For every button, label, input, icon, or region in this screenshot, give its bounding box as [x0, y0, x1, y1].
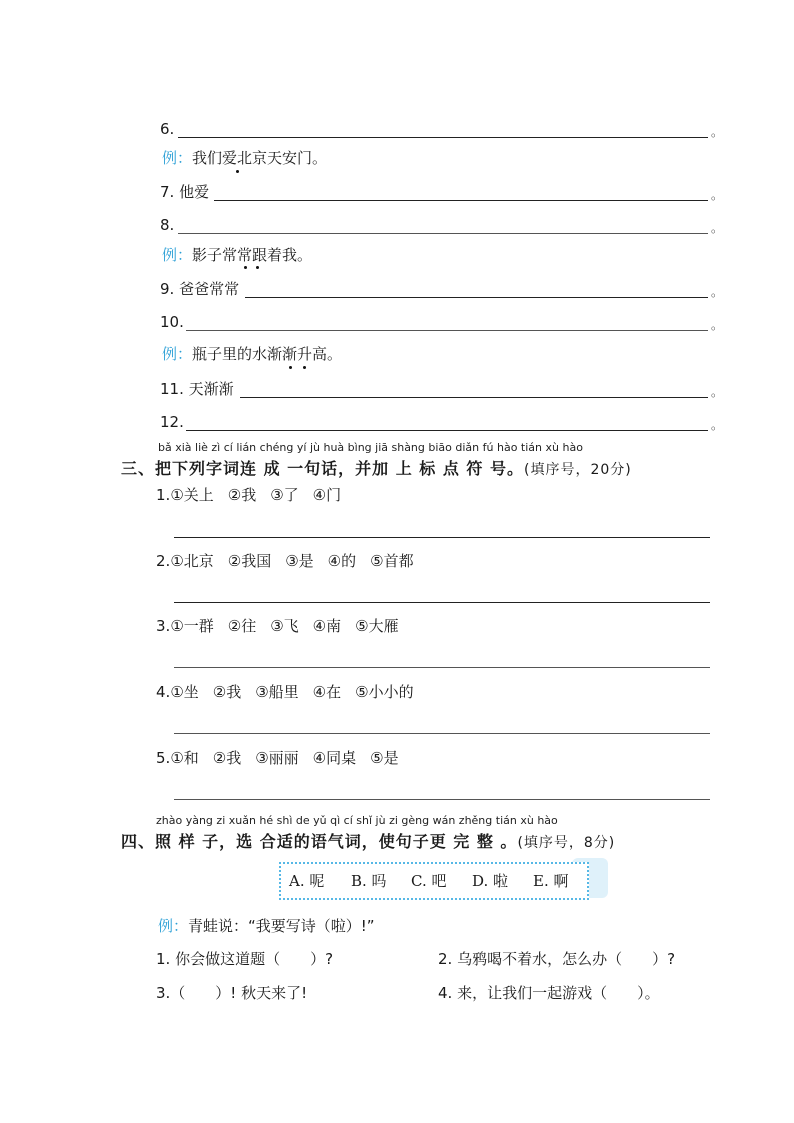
item-9-label: 9. 爸爸常常 [160, 280, 240, 298]
s3-item-5-word: ③丽丽 [255, 749, 299, 767]
s3-item-2-answer-line[interactable] [174, 602, 710, 603]
s3-item-2 [156, 551, 414, 571]
section-3-pinyin: bǎ xià liè zì cí lián chéng yí jù huà bìng jiā shàng biāo diǎn fú hào tián xù hào [158, 441, 583, 454]
option-e: E. 啊 [533, 872, 569, 890]
s3-item-4-word: ②我 [212, 683, 242, 701]
item-6-period: 。 [711, 125, 724, 139]
example-3 [162, 344, 342, 364]
example-2-label: 例： [162, 246, 193, 264]
s3-item-5-answer-line[interactable] [174, 799, 710, 800]
example-1-label: 例： [162, 149, 193, 167]
item-11-period: 。 [711, 385, 724, 399]
s3-item-3-word: ②往 [227, 617, 257, 635]
emphasis-dot [236, 170, 239, 173]
s3-item-4-word: ⑤小小的 [355, 683, 414, 701]
item-10-answer-line[interactable] [186, 330, 708, 331]
s3-item-1 [156, 485, 341, 505]
section-4-pinyin: zhào yàng zi xuǎn hé shì de yǔ qì cí shǐ jù zi gèng wán zhěng tián xù hào [156, 814, 558, 827]
section-4-example-label: 例： [158, 917, 189, 935]
s4-question-2: 2. 乌鸦喝不着水，怎么办（ ）? [438, 950, 676, 968]
s3-item-3-word: ①一群 [170, 617, 214, 635]
section-3-title: 三、把下列字词连 成 一句话，并加 上 标 点 符 号。 [121, 459, 524, 478]
emphasis-dot [289, 366, 292, 369]
s3-item-1-num: 1. [156, 486, 171, 504]
s3-item-4-word: ①坐 [170, 683, 199, 701]
example-3-text: 瓶子里的水渐渐升高。 [192, 345, 343, 363]
s4-question-3: 3.（ ）! 秋天来了! [156, 984, 308, 1002]
s3-item-2-word: ⑤首都 [370, 552, 414, 570]
example-2 [162, 245, 312, 265]
item-7-period: 。 [711, 188, 724, 202]
s3-item-3-word: ④南 [312, 617, 342, 635]
item-12-period: 。 [711, 418, 724, 432]
s3-item-5 [156, 748, 399, 768]
s4-question-1: 1. 你会做这道题（ ）? [156, 950, 334, 968]
section-4-instructions: (填序号，8分) [517, 835, 616, 851]
emphasis-dot [256, 266, 259, 269]
example-1 [162, 148, 327, 168]
item-10-period: 。 [711, 318, 724, 332]
item-7-label: 7. 他爱 [160, 183, 210, 201]
s3-item-4-word: ③船里 [255, 683, 299, 701]
s3-item-5-word: ②我 [212, 749, 242, 767]
example-2-text: 影子常常跟着我。 [192, 246, 313, 264]
item-6-answer-line[interactable] [178, 137, 708, 138]
option-a: A. 呢 [289, 872, 325, 890]
option-b: B. 吗 [351, 872, 387, 890]
emphasis-dot [303, 366, 306, 369]
option-c: C. 吧 [411, 872, 447, 890]
s3-item-5-word: ④同桌 [312, 749, 357, 767]
item-9-period: 。 [711, 285, 724, 299]
item-8-answer-line[interactable] [178, 233, 708, 234]
item-7-answer-line[interactable] [214, 200, 708, 201]
s3-item-4-word: ④在 [312, 683, 342, 701]
s3-item-5-word: ⑤是 [370, 749, 399, 767]
section-3-heading [121, 456, 632, 479]
s3-item-1-word: ②我 [227, 486, 257, 504]
s3-item-1-word: ④门 [312, 486, 342, 504]
item-6-label: 6. [160, 120, 175, 138]
s3-item-3-word: ③飞 [270, 617, 299, 635]
s3-item-4-num: 4. [156, 683, 171, 701]
item-11-answer-line[interactable] [240, 397, 708, 398]
item-9-answer-line[interactable] [245, 297, 708, 298]
example-1-text: 我们爱北京天安门。 [192, 149, 328, 167]
s3-item-4 [156, 682, 414, 702]
s3-item-2-word: ①北京 [170, 552, 214, 570]
s3-item-5-word: ①和 [170, 749, 199, 767]
item-11-label: 11. 天渐渐 [160, 380, 234, 398]
s3-item-2-num: 2. [156, 552, 171, 570]
s3-item-1-word: ①关上 [170, 486, 214, 504]
section-4-example-text: 青蛙说：“我要写诗（啦）!” [188, 917, 375, 935]
s3-item-2-word: ③是 [285, 552, 314, 570]
s3-item-3 [156, 616, 399, 636]
s3-item-1-word: ③了 [270, 486, 299, 504]
item-12-answer-line[interactable] [186, 430, 708, 431]
s4-question-4: 4. 来，让我们一起游戏（ ）。 [438, 984, 660, 1002]
option-d: D. 啦 [472, 872, 509, 890]
item-8-period: 。 [711, 221, 724, 235]
item-8-label: 8. [160, 216, 175, 234]
s3-item-3-answer-line[interactable] [174, 667, 710, 668]
s3-item-3-word: ⑤大雁 [355, 617, 399, 635]
s3-item-3-num: 3. [156, 617, 171, 635]
section-4-example [158, 916, 375, 936]
s3-item-4-answer-line[interactable] [174, 733, 710, 734]
section-4-heading [121, 829, 615, 852]
item-10-label: 10. [160, 313, 184, 331]
example-3-label: 例： [162, 345, 193, 363]
s3-item-2-word: ②我国 [227, 552, 272, 570]
s3-item-1-answer-line[interactable] [174, 537, 710, 538]
section-3-instructions: (填序号，20分) [524, 462, 632, 478]
item-12-label: 12. [160, 413, 184, 431]
s3-item-2-word: ④的 [327, 552, 357, 570]
section-4-title: 四、照 样 子，选 合适的语气词，使句子更 完 整 。 [121, 832, 518, 851]
emphasis-dot [244, 266, 247, 269]
s3-item-5-num: 5. [156, 749, 171, 767]
